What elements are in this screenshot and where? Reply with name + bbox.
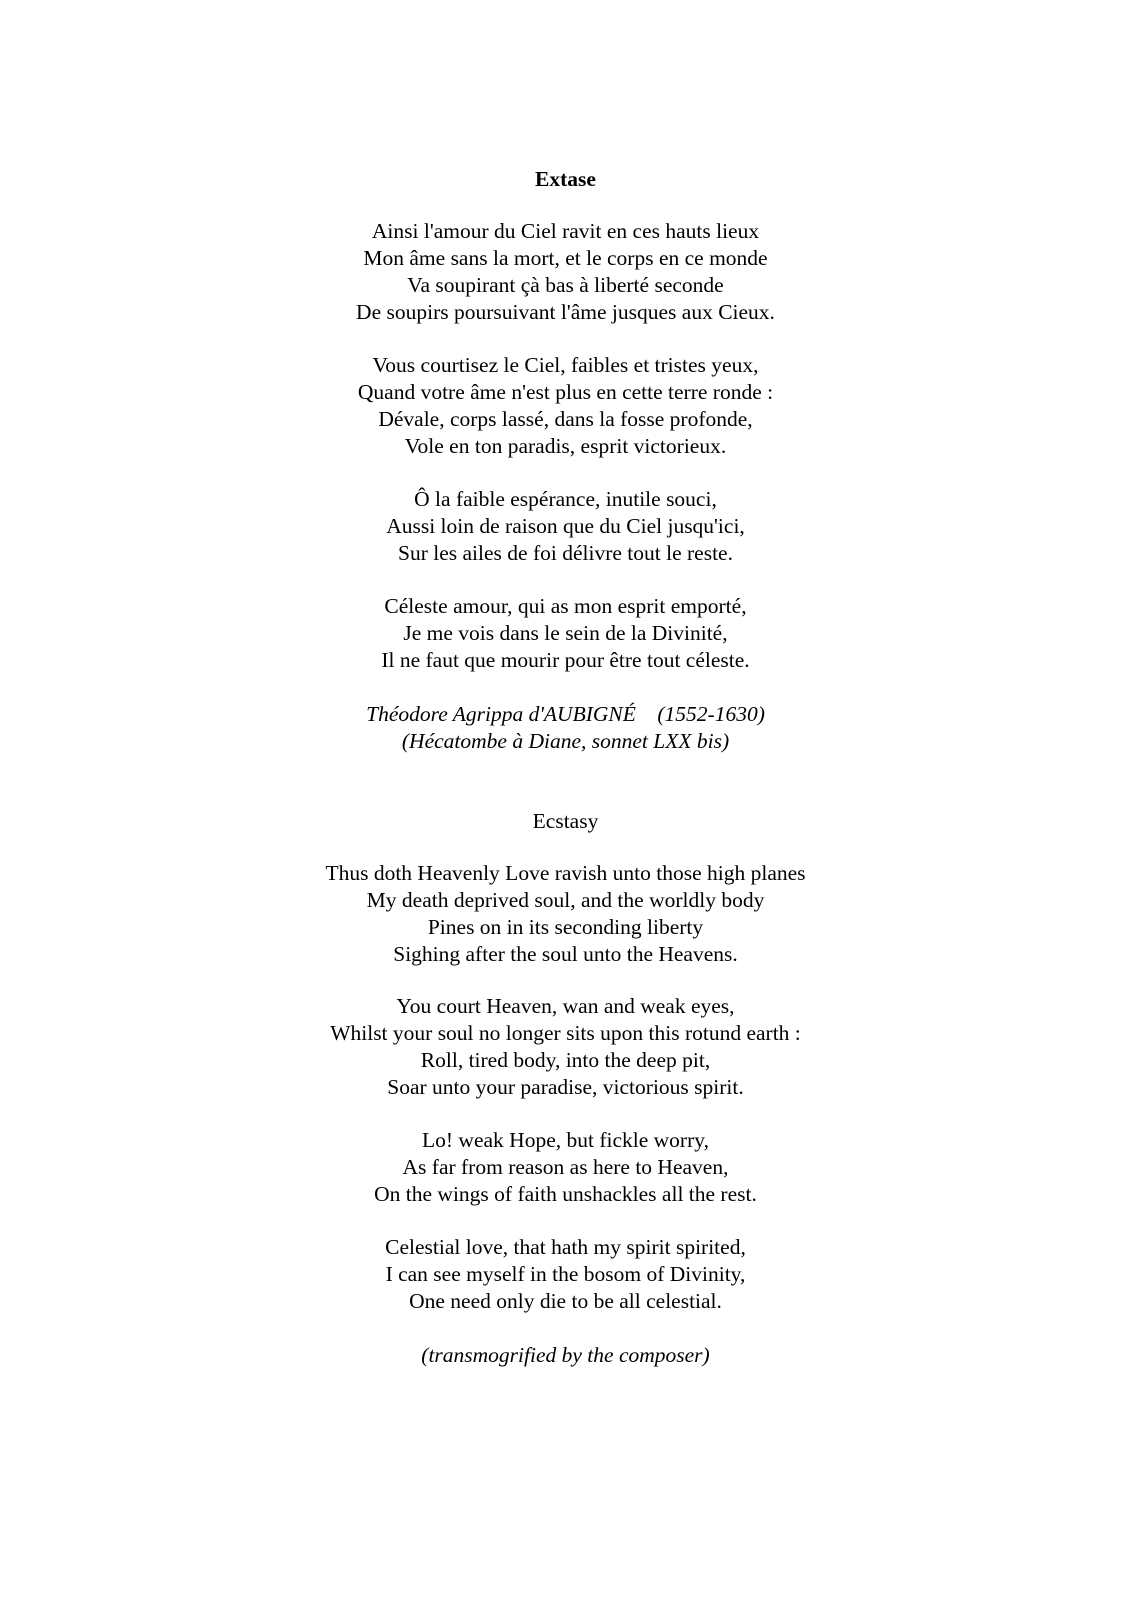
english-stanza-3 — [0, 1127, 1131, 1208]
poem-line: Roll, tired body, into the deep pit, — [420, 1048, 711, 1072]
poem-line: On the wings of faith unshackles all the rest. — [374, 1182, 757, 1206]
poem-line: Quand votre âme n'est plus en cette terre ronde : — [357, 380, 774, 404]
poem-line: Mon âme sans la mort, et le corps en ce monde — [363, 246, 768, 270]
english-stanza-1 — [0, 860, 1131, 968]
poem-line: Whilst your soul no longer sits upon this rotund earth : — [330, 1021, 801, 1045]
poem-line: My death deprived soul, and the worldly body — [366, 888, 765, 912]
poem-line: De soupirs poursuivant l'âme jusques aux Cieux. — [356, 300, 775, 324]
poem-line: Il ne faut que mourir pour être tout céleste. — [381, 648, 750, 672]
poem-line: Aussi loin de raison que du Ciel jusqu'ici, — [386, 514, 745, 538]
french-poem-title: Extase — [535, 167, 596, 191]
poem-line: One need only die to be all celestial. — [409, 1289, 722, 1313]
english-poem-title: Ecstasy — [532, 809, 599, 833]
poem-line: Soar unto your paradise, victorious spirit. — [387, 1075, 744, 1099]
poem-line: Pines on in its seconding liberty — [427, 915, 704, 939]
poem-line: Ainsi l'amour du Ciel ravit en ces hauts lieux — [371, 219, 760, 243]
poem-line: Thus doth Heavenly Love ravish unto those high planes — [325, 861, 806, 885]
poem-line: Vole en ton paradis, esprit victorieux. — [404, 434, 727, 458]
french-stanza-1 — [0, 218, 1131, 326]
source-credit: (Hécatombe à Diane, sonnet LXX bis) — [401, 729, 730, 753]
poem-line: Dévale, corps lassé, dans la fosse profonde, — [378, 407, 753, 431]
poem-line: Sur les ailes de foi délivre tout le reste. — [398, 541, 733, 565]
poem-line: Je me vois dans le sein de la Divinité, — [403, 621, 728, 645]
poem-line: Va soupirant çà bas à liberté seconde — [407, 273, 724, 297]
poem-line: You court Heaven, wan and weak eyes, — [396, 994, 735, 1018]
french-attribution — [0, 701, 1131, 755]
poem-line: Vous courtisez le Ciel, faibles et tristes yeux, — [372, 353, 759, 377]
poem-line: Ô la faible espérance, inutile souci, — [414, 487, 717, 511]
poem-line: Sighing after the soul unto the Heavens. — [393, 942, 738, 966]
french-stanza-4 — [0, 593, 1131, 674]
author-credit: Théodore Agrippa d'AUBIGNÉ (1552-1630) — [366, 702, 765, 726]
french-stanza-2 — [0, 352, 1131, 460]
english-attribution — [0, 1342, 1131, 1369]
poem-line: Celestial love, that hath my spirit spirited, — [385, 1235, 746, 1259]
english-stanza-2 — [0, 993, 1131, 1101]
poem-line: Céleste amour, qui as mon esprit emporté, — [384, 594, 747, 618]
poem-line: Lo! weak Hope, but fickle worry, — [422, 1128, 709, 1152]
french-stanza-3 — [0, 486, 1131, 567]
poem-line: As far from reason as here to Heaven, — [402, 1155, 729, 1179]
translator-credit: (transmogrified by the composer) — [421, 1343, 710, 1367]
poem-line: I can see myself in the bosom of Divinity, — [385, 1262, 746, 1286]
english-stanza-4 — [0, 1234, 1131, 1315]
